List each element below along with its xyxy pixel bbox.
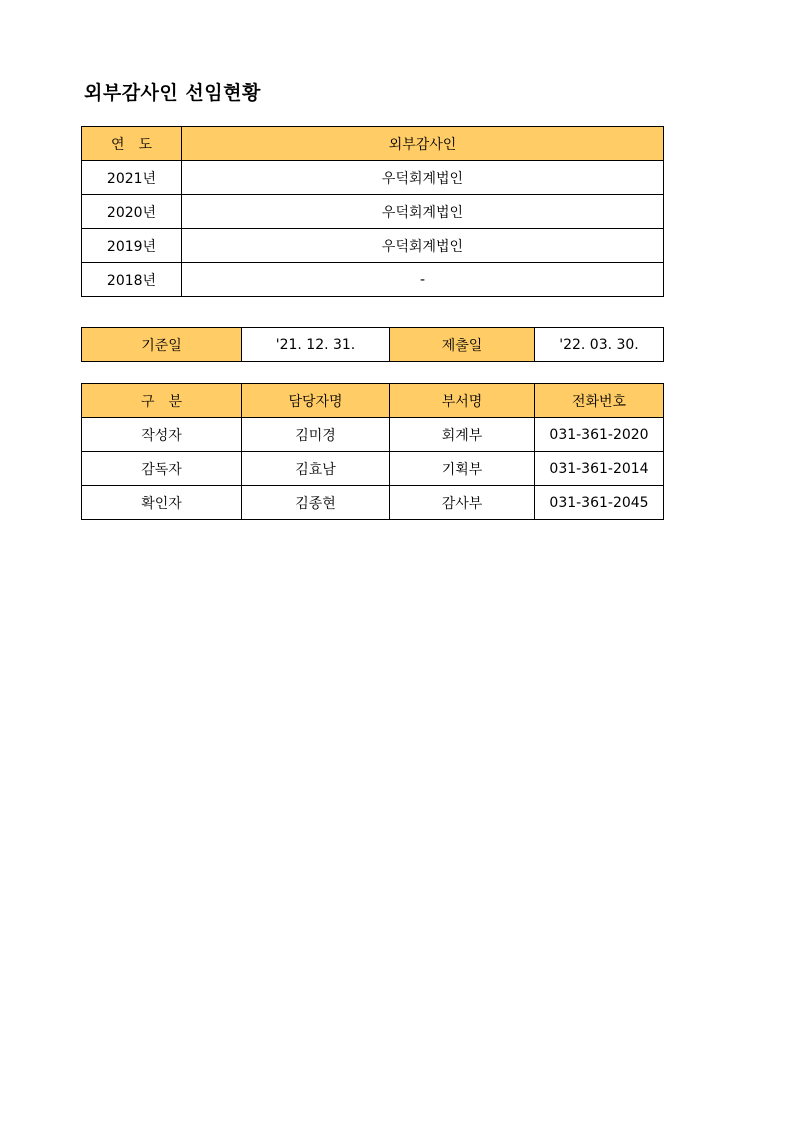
table-row (82, 195, 664, 229)
table-header-row (82, 127, 664, 161)
table-row (82, 452, 664, 486)
submit-date-label: 제출일 (390, 328, 535, 362)
table-row (82, 161, 664, 195)
column-header-year: 연 도 (82, 127, 182, 161)
column-header-person: 담당자명 (242, 384, 390, 418)
auditor-table (81, 126, 664, 297)
role-cell: 확인자 (82, 486, 242, 520)
department-cell: 기획부 (390, 452, 535, 486)
auditor-cell: 우덕회계법인 (182, 195, 664, 229)
year-cell: 2020년 (82, 195, 182, 229)
role-cell: 감독자 (82, 452, 242, 486)
table-row (82, 263, 664, 297)
phone-cell: 031-361-2014 (535, 452, 664, 486)
table-row (82, 486, 664, 520)
base-date-value: '21. 12. 31. (242, 328, 390, 362)
person-cell: 김효남 (242, 452, 390, 486)
department-cell: 감사부 (390, 486, 535, 520)
page-title: 외부감사인 선임현황 (84, 82, 261, 104)
auditor-cell: 우덕회계법인 (182, 161, 664, 195)
table-row (82, 418, 664, 452)
column-header-category: 구 분 (82, 384, 242, 418)
column-header-auditor: 외부감사인 (182, 127, 664, 161)
auditor-cell: 우덕회계법인 (182, 229, 664, 263)
column-header-department: 부서명 (390, 384, 535, 418)
auditor-cell: - (182, 263, 664, 297)
phone-cell: 031-361-2020 (535, 418, 664, 452)
table-row (82, 328, 664, 362)
person-cell: 김종현 (242, 486, 390, 520)
contact-table (81, 383, 664, 520)
table-row (82, 229, 664, 263)
phone-cell: 031-361-2045 (535, 486, 664, 520)
department-cell: 회계부 (390, 418, 535, 452)
year-cell: 2019년 (82, 229, 182, 263)
year-cell: 2018년 (82, 263, 182, 297)
role-cell: 작성자 (82, 418, 242, 452)
year-cell: 2021년 (82, 161, 182, 195)
table-header-row (82, 384, 664, 418)
base-date-label: 기준일 (82, 328, 242, 362)
date-table (81, 327, 664, 362)
person-cell: 김미경 (242, 418, 390, 452)
column-header-phone: 전화번호 (535, 384, 664, 418)
submit-date-value: '22. 03. 30. (535, 328, 664, 362)
